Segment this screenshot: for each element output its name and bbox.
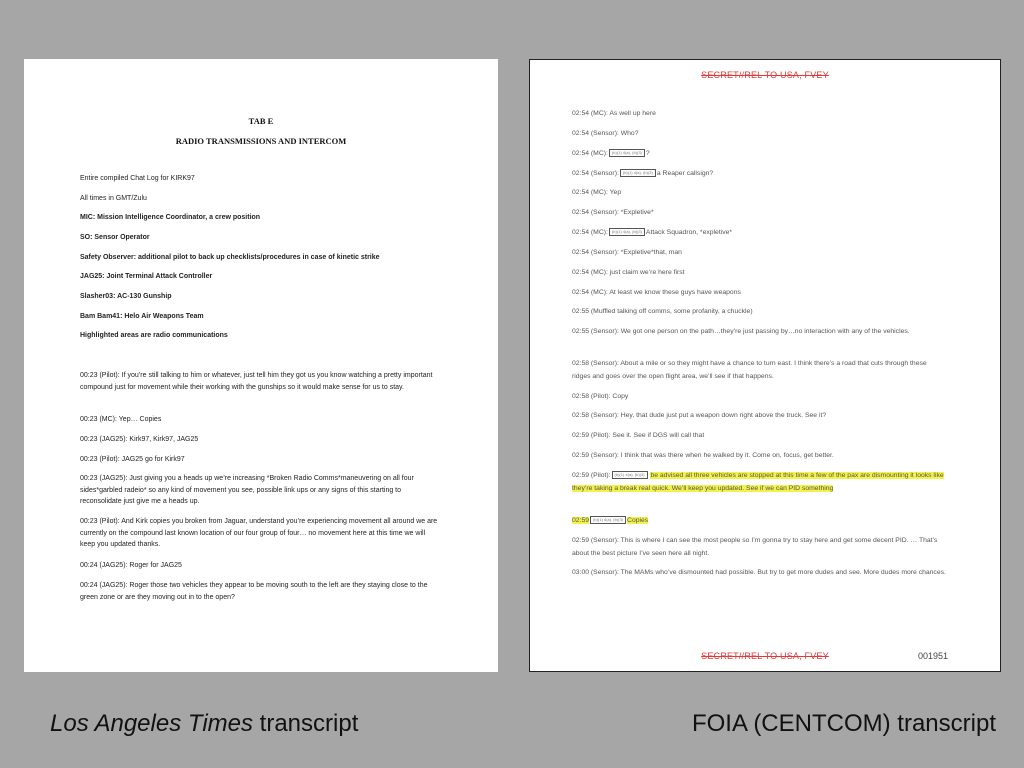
redaction-box: (b)(1) 4(a), (b)(3): [609, 149, 645, 157]
redaction-box: (b)(1) 4(a), (b)(3): [620, 169, 656, 177]
transcript-line: 02:54 (MC): (b)(1) 4(a), (b)(3) ?: [572, 150, 650, 157]
transcript-line: 02:54 (MC): just claim we’re here first: [572, 269, 685, 276]
definition-line: SO: Sensor Operator: [80, 234, 150, 241]
transcript-paragraph: 02:59 (Sensor): This is where I can see the most people so I’m gonna try to stay here and get some decent PID. … That’s about the best picture I’ve seen here all night.: [572, 537, 938, 557]
classification-marking-top: SECRET//REL TO USA, FVEY: [701, 70, 829, 80]
highlighted-radio-paragraph: 02:59 (Pilot): (b)(1) 4(a), (b)(3) be advised all three vehicles are stopped at this time a few of the pax are dismounting it looks like they’re taking a break real quick. We’ll keep you updated. See if we can PID something: [572, 472, 944, 492]
transcript-line: 02:59 (Sensor): I think that was there when he walked by it. Come on, focus, get better.: [572, 452, 834, 459]
transcript-line: 02:54 (Sensor): *Expletive*that, man: [572, 249, 682, 256]
transcript-paragraph: 02:55 (Sensor): We got one person on the path…they’re just passing by…no interaction with any of the vehicles.: [572, 328, 910, 335]
transcript-paragraph: 00:23 (Pilot): If you’re still talking to him or whatever, just tell him they got us you know watching a pretty important compound just for movement while their working with the gunships so it would make sense for us to stay.: [80, 372, 433, 391]
page-number: 001951: [917, 651, 948, 661]
classification-marking-bottom: SECRET//REL TO USA, FVEY: [701, 651, 829, 661]
transcript-paragraph: 00:24 (JAG25): Roger for JAG25: [80, 562, 182, 569]
definition-line: JAG25: Joint Terminal Attack Controller: [80, 273, 213, 280]
definition-line: Slasher03: AC-130 Gunship: [80, 293, 172, 300]
definition-line: MIC: Mission Intelligence Coordinator, a crew position: [80, 214, 261, 221]
highlighted-radio-line: 02:59 (b)(1) 4(a), (b)(3) Copies: [572, 517, 649, 524]
foia-caption: FOIA (CENTCOM) transcript: [691, 710, 996, 737]
definition-line: Highlighted areas are radio communications: [80, 332, 228, 339]
transcript-paragraph: 00:23 (JAG25): Just giving you a heads up we’re increasing *Broken Radio Comms*maneuvering on all four sides*garbled radeio* so any kind of movement you see, possible link ups or any signs of this starting to reconsolidate just give me a heads up.: [80, 475, 414, 505]
transcript-paragraph: 00:24 (JAG25): Roger those two vehicles they appear to be moving south to the left are they staying close to the green zone or are they moving out in to the open?: [80, 582, 428, 601]
transcript-line: 02:54 (MC): Yep: [572, 189, 622, 196]
la-times-caption: Los Angeles Times transcript: [50, 710, 359, 737]
redaction-box: (b)(1) 4(a), (b)(3): [590, 516, 626, 524]
transcript-line: 02:54 (Sensor): *Expletive*: [572, 209, 654, 216]
transcript-paragraph: 03:00 (Sensor): The MAMs who’ve dismounted had possible. But try to get more dudes and see. More dudes more chances.: [572, 569, 946, 576]
transcript-paragraph: 00:23 (MC): Yep… Copies: [80, 416, 162, 423]
redaction-box: (b)(1) 4(a), (b)(3): [612, 471, 648, 479]
transcript-line: 02:54 (Sensor): Who?: [572, 130, 639, 137]
transcript-paragraph: 00:23 (Pilot): JAG25 go for Kirk97: [80, 456, 185, 463]
la-times-transcript-page: [24, 59, 498, 672]
transcript-line: 02:54 (MC): At least we know these guys have weapons: [572, 289, 741, 296]
transcript-paragraph: 00:23 (JAG25): Kirk97, Kirk97, JAG25: [80, 436, 199, 443]
intro-line: All times in GMT/Zulu: [80, 195, 147, 202]
intro-line: Entire compiled Chat Log for KIRK97: [80, 175, 195, 182]
transcript-paragraph: 00:23 (Pilot): And Kirk copies you broken from Jaguar, understand you’re experiencing movement all around we are currently on the compound last known location of our four group of four… no movement here at this time we will keep you updated thanks.: [80, 518, 438, 548]
redaction-box: (b)(1) 4(a), (b)(3): [609, 228, 645, 236]
radio-highlight: be advised all three vehicles are stopped at this time a few of the pax are dismounting it looks like they’re taking a break real quick. We’ll keep you updated. See if we can PID something: [572, 472, 944, 492]
foia-transcript-page: [529, 59, 1001, 672]
transcript-line: 02:58 (Pilot): Copy: [572, 393, 629, 400]
transcript-paragraph: 02:58 (Sensor): About a mile or so they might have a chance to turn east. I think there’s a road that cuts through these ridges and goes over the open flight area, we’ll see if that happens.: [572, 360, 927, 380]
definition-line: Safety Observer: additional pilot to back up checklists/procedures in case of kinetic strike: [80, 254, 380, 261]
tab-subtitle: RADIO TRANSMISSIONS AND INTERCOM: [175, 136, 347, 146]
transcript-line: 02:58 (Sensor): Hey, that dude just put a weapon down right above the truck. See it?: [572, 412, 827, 419]
tab-title: TAB E: [248, 116, 274, 126]
transcript-line: 02:54 (MC): (b)(1) 4(a), (b)(3) Attack Squadron, *expletive*: [572, 229, 733, 236]
transcript-line: 02:55 (Muffled talking off comms, some profanity, a chuckle): [572, 308, 753, 315]
transcript-line: 02:54 (Sensor): (b)(1) 4(a), (b)(3) a Reaper callsign?: [572, 170, 714, 177]
transcript-line: 02:54 (MC): As well up here: [572, 110, 656, 117]
definition-line: Bam Bam41: Helo Air Weapons Team: [80, 313, 204, 320]
transcript-line: 02:59 (Pilot): See it. See if DGS will call that: [572, 432, 705, 439]
